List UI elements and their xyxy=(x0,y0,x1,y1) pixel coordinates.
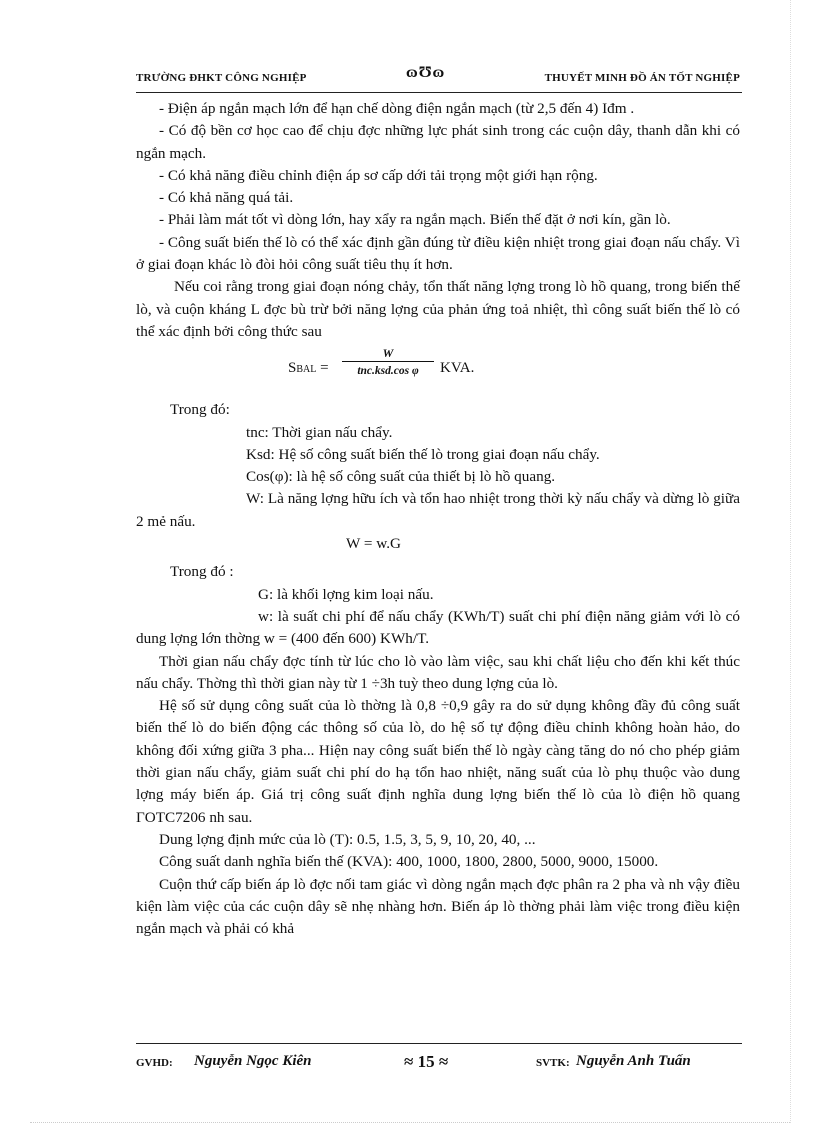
paragraph: Thời gian nấu chẩy đợc tính từ lúc cho lò vào làm việc, sau khi chất liệu cho đến khi kết thúc nấu chẩy. Thờng thì thời gian này từ 1 ÷3h tuỳ theo dung lợng của lò. xyxy=(136,652,740,692)
formula-fraction xyxy=(342,345,434,380)
where-label: Trong đó: xyxy=(170,401,230,419)
formula-denominator: tnc.ksd.cos φ xyxy=(357,365,419,378)
header-school: TRƯỜNG ĐHKT CÔNG NGHIỆP xyxy=(136,72,307,84)
page-footer xyxy=(136,1052,740,1078)
formula-unit: KVA. xyxy=(440,360,475,377)
definition-w: W: Là năng lợng hữu ích và tổn hao nhiệt trong thời kỳ nấu chẩy và dừng lò giữa 2 mẻ nấu. xyxy=(136,490,740,530)
power-formula xyxy=(136,345,740,393)
header-title: THUYẾT MINH ĐỒ ÁN TỐT NGHIỆP xyxy=(544,72,740,84)
w-equation: W = w.G xyxy=(346,535,401,553)
footer-rule xyxy=(136,1043,742,1044)
definition-g: G: là khối lợng kim loại nấu. xyxy=(258,585,434,603)
formula-lhs: SBAL = xyxy=(288,360,329,377)
paragraph: - Phải làm mát tốt vì dòng lớn, hay xẩy ra ngắn mạch. Biến thế đặt ở nơi kín, gần lò. xyxy=(159,211,671,229)
page-header xyxy=(136,64,740,90)
definition-ksd: Ksd: Hệ số công suất biến thế lò trong giai đoạn nấu chẩy. xyxy=(246,445,600,463)
document-body xyxy=(136,98,740,940)
paragraph: Công suất danh nghĩa biến thế (KVA): 400, 1000, 1800, 2800, 5000, 9000, 15000. xyxy=(159,853,659,871)
paragraph: Dung lợng định mức của lò (T): 0.5, 1.5, 3, 5, 9, 10, 20, 40, ... xyxy=(159,830,536,848)
footer-student-label: SVTK: xyxy=(536,1057,570,1069)
page-number: ≈ 15 ≈ xyxy=(404,1052,449,1071)
paragraph: Nếu coi rằng trong giai đoạn nóng chảy, tổn thất năng lợng trong lò hồ quang, trong biến thế lò, và cuộn kháng L đợc bù trừ bởi năng lợng của phản ứng toả nhiệt, thì công suất biến thế lò có thể xác định bởi công thức sau xyxy=(136,278,740,340)
where-label-2: Trong đó : xyxy=(170,563,234,581)
formula-numerator: W xyxy=(342,345,434,362)
definition-w-specific: w: là suất chi phí để nấu chẩy (KWh/T) suất chi phí điện năng giảm với lò có dung lợng lớn thờng w = (400 đến 600) KWh/T. xyxy=(136,607,740,648)
header-ornament: ɷƱɷ xyxy=(406,64,446,81)
footer-student-name: Nguyễn Anh Tuấn xyxy=(576,1053,691,1069)
header-rule xyxy=(136,92,742,93)
paragraph: Cuộn thứ cấp biến áp lò đợc nối tam giác vì dòng ngắn mạch đợc phân ra 2 pha và nh vậy điều kiện làm việc của các cuộn dây sẽ nhẹ nhàng hơn. Biến áp lò thờng phải làm việc trong điều kiện ngắn mạch và phải có khả xyxy=(136,875,740,938)
definition-cos: Cos(φ): là hệ số công suất của thiết bị lò hồ quang. xyxy=(246,468,556,486)
footer-advisor-label: GVHD: xyxy=(136,1057,173,1069)
footer-advisor-name: Nguyễn Ngọc Kiên xyxy=(194,1053,312,1069)
paragraph: Hệ số sử dụng công suất của lò thờng là 0,8 ÷0,9 gây ra do sử dụng không đầy đủ công suất biến thế lò do biến động các thông số của lò, do hệ số tự động điều chỉnh không hoàn hảo, do không đối xứng giữa 3 pha... Hiện nay công suất biến thế lò ngày càng tăng do nó cho phép giảm thời gian nấu chẩy, giảm suất chi phí do hạ tổn hao nhiệt, năng suất của lò phụ thuộc vào dung lợng máy biến áp. Giá trị công suất định nghĩa dung lợng biến thế lò của lò điện hồ quang ΓOTC7206 nh sau. xyxy=(136,697,740,826)
definition-tnc: tnc: Thời gian nấu chẩy. xyxy=(246,423,393,441)
page-edge-dots-vertical xyxy=(790,0,791,1123)
paragraph: - Có độ bền cơ học cao để chịu đợc những lực phát sinh trong các cuộn dây, thanh dẫn khi có ngắn mạch. xyxy=(136,122,740,162)
paragraph: - Có khả năng quá tải. xyxy=(159,189,294,207)
paragraph: - Có khả năng điều chỉnh điện áp sơ cấp dới tải trọng một giới hạn rộng. xyxy=(159,166,598,184)
paragraph: - Điện áp ngắn mạch lớn để hạn chế dòng điện ngắn mạch (từ 2,5 đến 4) Iđm . xyxy=(159,100,635,117)
paragraph: - Công suất biến thế lò có thể xác định gần đúng từ điều kiện nhiệt trong giai đoạn nấu chẩy. Vì ở giai đoạn khác lò đòi hỏi công suất tiêu thụ ít hơn. xyxy=(136,233,740,274)
